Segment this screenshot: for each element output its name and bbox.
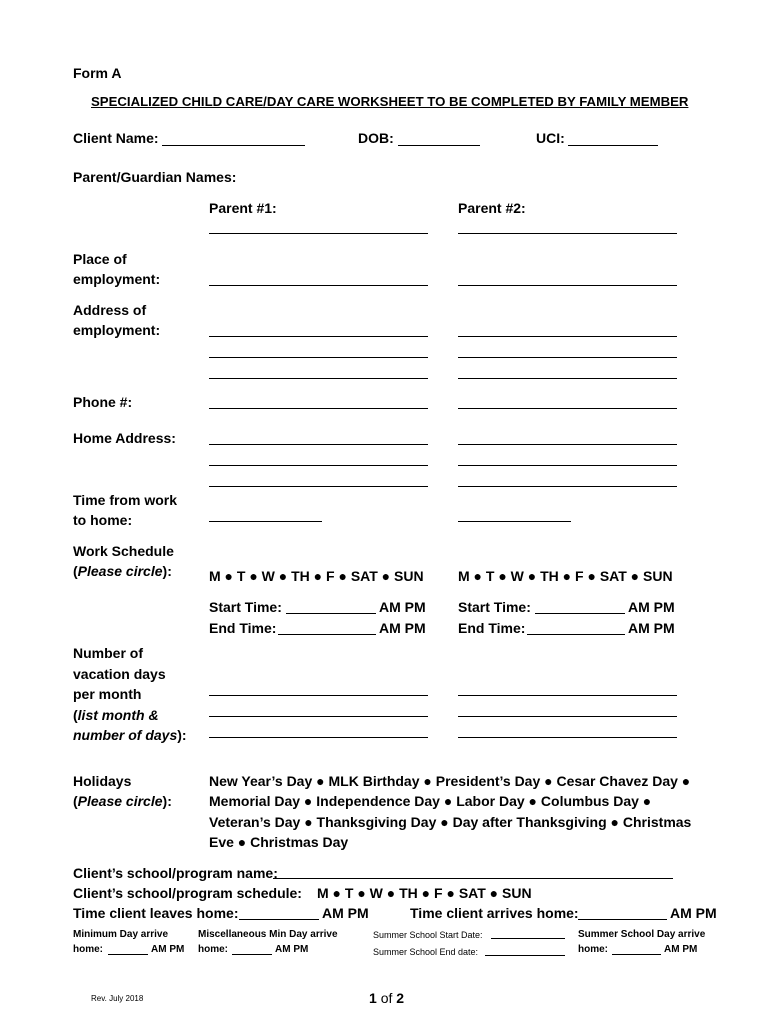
misc-min-day-ampm[interactable]: AM PM (275, 944, 309, 955)
misc-min-day-field[interactable] (232, 954, 272, 955)
parent1-home-address-line[interactable] (209, 465, 428, 466)
misc-min-day-label: Miscellaneous Min Day arrive (198, 929, 338, 940)
vacation-label-4: (list month & (73, 707, 159, 723)
summer-start-field[interactable] (491, 938, 565, 939)
parent2-vacation-line[interactable] (458, 716, 677, 717)
parent1-workdays[interactable]: M ● T ● W ● TH ● F ● SAT ● SUN (209, 568, 424, 584)
parent2-end-time-label: End Time: (458, 620, 526, 636)
parent1-vacation-line[interactable] (209, 695, 428, 696)
arrives-home-field[interactable] (578, 919, 667, 920)
holidays-list-line[interactable]: Eve ● Christmas Day (209, 834, 349, 850)
holidays-label: Holidays (73, 773, 132, 789)
holidays-please-circle: (Please circle): (73, 793, 172, 809)
client-name-label: Client Name: (73, 130, 159, 146)
footer-revision: Rev. July 2018 (91, 994, 144, 1003)
parent2-commute-field[interactable] (458, 521, 571, 522)
leaves-home-ampm[interactable]: AM PM (322, 905, 369, 921)
parent1-start-ampm[interactable]: AM PM (379, 599, 426, 615)
parent1-commute-field[interactable] (209, 521, 322, 522)
parent2-start-time-label: Start Time: (458, 599, 531, 615)
parent2-home-address-line[interactable] (458, 465, 677, 466)
parent2-vacation-line[interactable] (458, 737, 677, 738)
holidays-list-line[interactable]: Memorial Day ● Independence Day ● Labor Day ● Columbus Day ● (209, 793, 652, 809)
summer-end-field[interactable] (485, 955, 565, 956)
parent1-end-time-label: End Time: (209, 620, 277, 636)
misc-min-day-home-label: home: (198, 944, 228, 955)
school-schedule-label: Client’s school/program schedule: (73, 885, 302, 901)
summer-end-label: Summer School End date: (373, 947, 479, 957)
parent1-home-address-line[interactable] (209, 486, 428, 487)
please-circle-label: (Please circle): (73, 563, 172, 579)
leaves-home-label: Time client leaves home: (73, 905, 239, 921)
work-schedule-label: Work Schedule (73, 543, 174, 559)
parent2-workdays[interactable]: M ● T ● W ● TH ● F ● SAT ● SUN (458, 568, 673, 584)
parent1-home-address-line[interactable] (209, 444, 428, 445)
school-name-field[interactable] (273, 878, 673, 879)
phone-label: Phone #: (73, 394, 133, 410)
leaves-home-field[interactable] (239, 919, 319, 920)
parent2-name-field[interactable] (458, 233, 677, 234)
parent1-work-address-line[interactable] (209, 336, 428, 337)
parent1-work-address-line[interactable] (209, 357, 428, 358)
address-label-2: employment: (73, 322, 161, 338)
parent1-employment-field[interactable] (209, 285, 428, 286)
parent-names-label: Parent/Guardian Names: (73, 169, 237, 185)
dob-label: DOB: (358, 130, 394, 146)
place-label-2: employment: (73, 271, 161, 287)
arrives-home-ampm[interactable]: AM PM (670, 905, 717, 921)
address-label: Address of (73, 302, 147, 318)
client-name-field[interactable] (162, 145, 305, 146)
parent1-vacation-line[interactable] (209, 716, 428, 717)
uci-field[interactable] (568, 145, 658, 146)
parent2-start-ampm[interactable]: AM PM (628, 599, 675, 615)
summer-arrive-label: Summer School Day arrive (578, 929, 706, 940)
summer-arrive-ampm[interactable]: AM PM (664, 944, 698, 955)
min-day-home-label: home: (73, 944, 103, 955)
page-number: 1 of 2 (369, 990, 405, 1006)
parent2-label: Parent #2: (458, 200, 526, 216)
parent1-start-time-field[interactable] (286, 613, 376, 614)
parent1-label: Parent #1: (209, 200, 277, 216)
school-name-label: Client’s school/program name: (73, 865, 278, 881)
parent1-vacation-line[interactable] (209, 737, 428, 738)
parent2-work-address-line[interactable] (458, 357, 677, 358)
arrives-home-label: Time client arrives home: (410, 905, 579, 921)
vacation-label: Number of (73, 645, 143, 661)
summer-arrive-field[interactable] (612, 954, 661, 955)
parent1-start-time-label: Start Time: (209, 599, 282, 615)
parent2-start-time-field[interactable] (535, 613, 625, 614)
vacation-label-3: per month (73, 686, 142, 702)
summer-arrive-home-label: home: (578, 944, 608, 955)
parent1-phone-field[interactable] (209, 408, 428, 409)
holidays-list-line[interactable]: New Year’s Day ● MLK Birthday ● President’s Day ● Cesar Chavez Day ● (209, 773, 691, 789)
holidays-list-line[interactable]: Veteran’s Day ● Thanksgiving Day ● Day after Thanksgiving ● Christmas (209, 814, 692, 830)
form-label: Form A (73, 65, 122, 81)
time-from-work-label: Time from work (73, 492, 177, 508)
page-title: SPECIALIZED CHILD CARE/DAY CARE WORKSHEET TO BE COMPLETED BY FAMILY MEMBER (91, 94, 689, 109)
min-day-label: Minimum Day arrive (73, 929, 169, 940)
school-schedule-days[interactable]: M ● T ● W ● TH ● F ● SAT ● SUN (317, 885, 532, 901)
parent2-phone-field[interactable] (458, 408, 677, 409)
parent2-work-address-line[interactable] (458, 378, 677, 379)
uci-label: UCI: (536, 130, 565, 146)
parent1-work-address-line[interactable] (209, 378, 428, 379)
min-day-field[interactable] (108, 954, 148, 955)
dob-field[interactable] (398, 145, 480, 146)
place-label: Place of (73, 251, 127, 267)
vacation-label-2: vacation days (73, 666, 166, 682)
parent2-vacation-line[interactable] (458, 695, 677, 696)
parent1-name-field[interactable] (209, 233, 428, 234)
parent1-end-ampm[interactable]: AM PM (379, 620, 426, 636)
parent2-end-ampm[interactable]: AM PM (628, 620, 675, 636)
time-from-work-label-2: to home: (73, 512, 133, 528)
parent2-home-address-line[interactable] (458, 444, 677, 445)
home-address-label: Home Address: (73, 430, 176, 446)
parent2-employment-field[interactable] (458, 285, 677, 286)
parent2-end-time-field[interactable] (527, 634, 625, 635)
parent2-home-address-line[interactable] (458, 486, 677, 487)
parent1-end-time-field[interactable] (278, 634, 376, 635)
parent2-work-address-line[interactable] (458, 336, 677, 337)
vacation-label-5: number of days): (73, 727, 187, 743)
summer-start-label: Summer School Start Date: (373, 930, 483, 940)
min-day-ampm[interactable]: AM PM (151, 944, 185, 955)
